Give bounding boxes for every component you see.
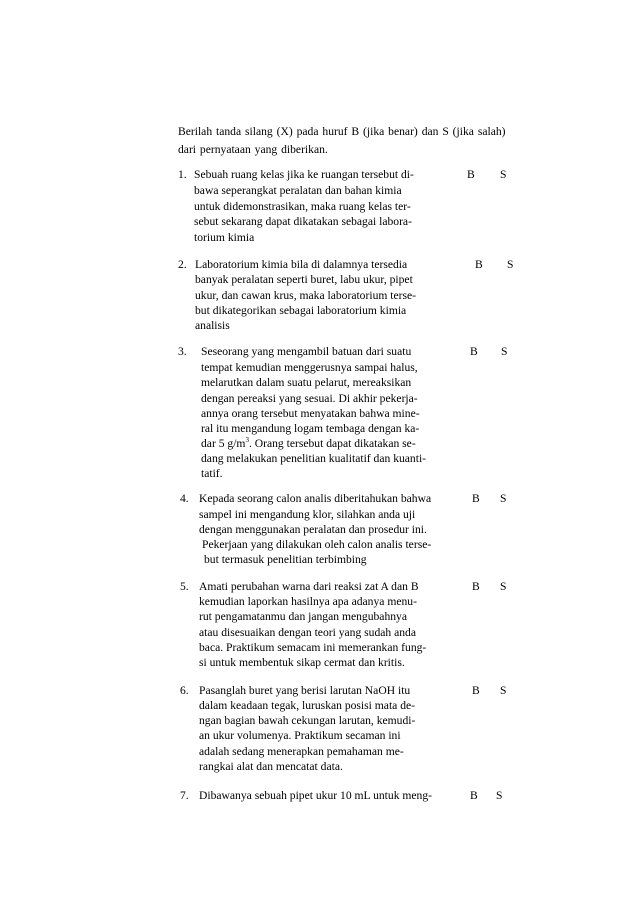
- item-3-line-with-superscript: [201, 437, 416, 451]
- instruction-line-1: Berilah tanda silang (X) pada huruf B (jika benar) dan S (jika salah): [178, 125, 506, 138]
- item-6-option-s[interactable]: S: [500, 684, 507, 697]
- item-3-line-start: dar 5 g/m: [201, 437, 246, 450]
- item-5-line: baca. Praktikum semacam ini memerankan fung-: [199, 641, 427, 654]
- instruction-line-2: dari pernyataan yang diberikan.: [178, 143, 328, 156]
- item-7-line: Dibawanya sebuah pipet ukur 10 mL untuk meng-: [199, 789, 433, 802]
- item-3-line-tail: . Orang tersebut dapat dikatakan se-: [248, 437, 416, 450]
- item-5-line: rut pengamatanmu dan jangan mengubahnya: [199, 610, 407, 623]
- item-3-line: dengan pereaksi yang sesuai. Di akhir pekerja-: [201, 392, 418, 405]
- item-3-line: ral itu mengandung logam tembaga dengan ka-: [201, 422, 420, 435]
- item-5-line: Amati perubahan warna dari reaksi zat A dan B: [199, 580, 419, 593]
- item-5-number: 5.: [180, 580, 189, 593]
- item-2-line: banyak peralatan seperti buret, labu ukur, pipet: [195, 273, 413, 286]
- item-3-line: dang melakukan penelitian kualitatif dan kuanti-: [201, 452, 427, 465]
- item-1-option-b[interactable]: B: [467, 168, 475, 181]
- item-6-line: rangkai alat dan mencatat data.: [199, 760, 343, 773]
- item-4-number: 4.: [180, 492, 189, 505]
- item-5-line: kemudian laporkan hasilnya apa adanya menu-: [199, 595, 417, 608]
- item-3-superscript: 3: [245, 436, 249, 445]
- item-6-line: ngan bagian bawah cekungan larutan, kemudi-: [199, 714, 416, 727]
- item-2-line: Laboratorium kimia bila di dalamnya tersedia: [195, 258, 408, 271]
- item-3-option-s[interactable]: S: [501, 345, 508, 358]
- item-4-line: Kepada seorang calon analis diberitahukan bahwa: [199, 492, 432, 505]
- item-4-line: Pekerjaan yang dilakukan oleh calon analis terse-: [202, 538, 432, 551]
- item-4-line: dengan menggunakan peralatan dan prosedur ini.: [199, 523, 427, 536]
- item-3-line: annya orang tersebut menyatakan bahwa mine-: [201, 407, 420, 420]
- item-3-line: Seseorang yang mengambil batuan dari suatu: [201, 345, 412, 358]
- item-1-line: torium kimia: [194, 231, 255, 244]
- item-2-option-s[interactable]: S: [507, 258, 514, 271]
- item-7-option-b[interactable]: B: [470, 789, 478, 802]
- item-3-line: melarutkan dalam suatu pelarut, mereaksikan: [201, 376, 412, 389]
- item-5-option-s[interactable]: S: [500, 580, 507, 593]
- item-4-line: sampel ini mengandung klor, silahkan anda uji: [199, 508, 416, 521]
- item-5-option-b[interactable]: B: [472, 580, 480, 593]
- item-7-option-s[interactable]: S: [496, 789, 503, 802]
- item-3-line: tempat kemudian menggerusnya sampai halus,: [201, 361, 418, 374]
- item-1-line: sebut sekarang dapat dikatakan sebagai labora-: [194, 215, 412, 228]
- item-2-line: but dikategorikan sebagai laboratorium kimia: [195, 304, 407, 317]
- item-1-number: 1.: [178, 168, 187, 181]
- item-3-line: tatif.: [201, 467, 223, 480]
- item-1-line: Sebuah ruang kelas jika ke ruangan tersebut di-: [194, 168, 414, 181]
- item-6-line: adalah sedang menerapkan pemahaman me-: [199, 745, 404, 758]
- item-2-line: analisis: [195, 319, 230, 332]
- item-2-number: 2.: [178, 258, 187, 271]
- item-3-number: 3.: [178, 345, 187, 358]
- item-1-line: bawa seperangkat peralatan dan bahan kimia: [194, 184, 402, 197]
- item-2-option-b[interactable]: B: [475, 258, 483, 271]
- item-4-option-b[interactable]: B: [472, 492, 480, 505]
- item-3-option-b[interactable]: B: [470, 345, 478, 358]
- item-7-number: 7.: [180, 789, 189, 802]
- item-5-line: si untuk membentuk sikap cermat dan kritis.: [199, 656, 405, 669]
- item-6-line: an ukur volumenya. Praktikum secaman ini: [199, 729, 401, 742]
- item-6-line: dalam keadaan tegak, luruskan posisi mata de-: [199, 699, 416, 712]
- item-5-line: atau disesuaikan dengan teori yang sudah anda: [199, 626, 416, 639]
- item-4-line: but termasuk penelitian terbimbing: [204, 553, 367, 566]
- item-6-option-b[interactable]: B: [472, 684, 480, 697]
- item-2-line: ukur, dan cawan krus, maka laboratorium terse-: [195, 289, 417, 302]
- item-4-option-s[interactable]: S: [500, 492, 507, 505]
- item-6-line: Pasanglah buret yang berisi larutan NaOH itu: [199, 684, 411, 697]
- item-1-line: untuk didemonstrasikan, maka ruang kelas ter-: [194, 200, 411, 213]
- item-1-option-s[interactable]: S: [500, 168, 507, 181]
- item-6-number: 6.: [180, 684, 189, 697]
